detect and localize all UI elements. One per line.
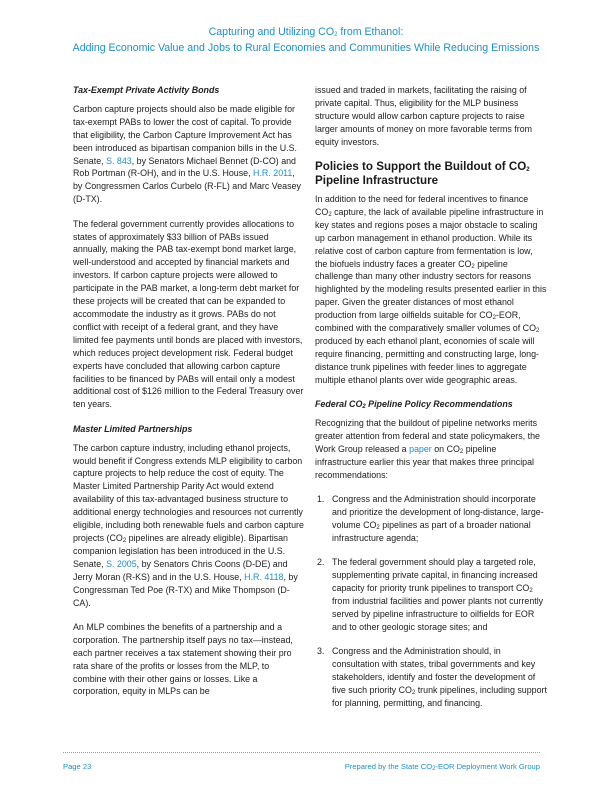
footer-credit: Prepared by the State $CO_2$-EOR Deployment Work Group: [344, 762, 540, 772]
pab-heading: Tax-Exempt Private Activity Bonds: [73, 85, 220, 95]
pab-paragraph-1: Carbon capture projects should also be made eligible for tax-exempt PABs to lower the cost of capital. To provide that eligibility, the Carbon Capture Improvement Act has been introduced as bipartisan companion bills in the U.S. Senate, S. 843, by Senators Michael Bennet (D-CO) and Rob Portman (R-OH), and in the U.S. House, H.R. 2011, by Congressmen Carlos Curbelo (R-FL) and Marc Veasey (D-TX).: [73, 103, 301, 205]
continued-paragraph: issued and traded in markets, facilitating the raising of private capital. Thus, eligibility for the MLP business structure would allow carbon capture projects to raise larger amounts of money on more favorable terms from equity investors.: [315, 85, 533, 147]
left-column: [73, 84, 305, 710]
recommendations-heading: Federal $CO_2$ Pipeline Policy Recommendations: [315, 399, 513, 411]
link-hr-4118[interactable]: H.R. 4118: [244, 571, 284, 582]
mlp-heading: Master Limited Partnerships: [73, 423, 193, 434]
footer-divider: [63, 752, 540, 753]
pab-paragraph-2: The federal government currently provides allocations to states of approximately $33 billion of PABs issued annually, making the PAB tax-exempt bond market large, well-understood and accepted by financial markets and investors. If carbon capture projects were allowed to participate in the PAB market, a long-term debt market for these projects will be created that can be expanded to accommodate the industry as it grows. PABs do not conflict with receipt of a federal grant, and they have limited fee payments until bonds are placed with investors, which reduces project development risk. Federal budget experts have concluded that allowing carbon capture facilities to be financed by PABs will entail only a modest additional cost of $126 million to the Federal Treasury over ten years.: [73, 218, 304, 410]
link-s-2005[interactable]: S. 2005: [106, 558, 137, 569]
policy-heading: Policies to Support the Buildout of $CO_2$ Pipeline Infrastructure: [315, 160, 530, 187]
list-item: 1. Congress and the Administration should incorporate and prioritize the development of long-distance, large-volume $CO_2$ pipelines as part of a broader national infrastructure agenda;: [317, 494, 544, 543]
policy-paragraph: In addition to the need for federal incentives to finance $CO_2$ capture, the lack of available pipeline infrastructure in key states and regions poses a major obstacle to scaling up carbon management in ethanol production. While its relative cost of carbon capture from fermentation is low, the biofuels industry faces a greater $CO_2$ pipeline challenge than many other industry sectors for reasons highlighted by the modeling results presented earlier in this paper. Given the greater distances of most ethanol production from large oilfields suitable for $CO_2$-EOR, combined with the comparatively smaller volumes of $CO_2$ produced by each ethanol plant, economies of scale will require financing, permitting and constructing large, long-distance trunk pipelines with feeder lines to aggregate multiple ethanol plants over wide geographic areas.: [315, 194, 547, 385]
list-item: 3. Congress and the Administration should, in consultation with states, tribal governments and key stakeholders, identify and foster the development of five such priority $CO_2$ trunk pipelines, including support for planning, permitting, and financing.: [317, 646, 547, 708]
header-title: Capturing and Utilizing $CO_2$ from Ethanol:: [208, 26, 404, 38]
recommendations-list: [315, 493, 547, 710]
list-item: 2. The federal government should play a targeted role, supplementing private capital, in financing increased capacity for priority trunk pipelines to transport $CO_2$ from industrial facilities and power plants not currently served by pipeline infrastructure to oilfields for EOR and to other geologic storage sites; and: [317, 557, 544, 632]
page-number: Page 23: [63, 762, 92, 771]
recommendations-intro: Recognizing that the buildout of pipeline networks merits greater attention from federal and state policymakers, the Work Group released a paper on $CO_2$ pipeline infrastructure earlier this year that makes three principal recommendations:: [315, 418, 540, 480]
running-header: [0, 24, 612, 56]
link-s-843[interactable]: S. 843: [106, 155, 132, 166]
header-subtitle: Adding Economic Value and Jobs to Rural Economies and Communities While Reducing Emissions: [72, 42, 540, 54]
mlp-paragraph-1: The carbon capture industry, including ethanol projects, would benefit if Congress extends MLP eligibility to carbon capture projects to help reduce the cost of equity. The Master Limited Partnership Parity Act would extend availability of this tax-advantaged business structure to additional energy technologies and resources not currently eligible, including both renewable fuels and carbon capture projects ($CO_2$ pipelines are already eligible). Bipartisan companion legislation has been introduced in the U.S. Senate, S. 2005, by Senators Chris Coons (D-DE) and Jerry Moran (R-KS) and in the U.S. House, H.R. 4118, by Congressman Ted Poe (R-TX) and Mike Thompson (D-CA).: [73, 442, 304, 608]
link-hr-2011[interactable]: H.R. 2011: [253, 168, 293, 179]
mlp-paragraph-2: An MLP combines the benefits of a partnership and a corporation. The partnership itself pays no tax—instead, each partner receives a tax statement showing their pro rata share of the profits or losses from the MLP, to combine with their other gains or losses. Like a corporation, equity in MLPs can be: [73, 621, 293, 697]
link-paper[interactable]: paper: [409, 443, 432, 454]
right-column: [315, 84, 547, 721]
